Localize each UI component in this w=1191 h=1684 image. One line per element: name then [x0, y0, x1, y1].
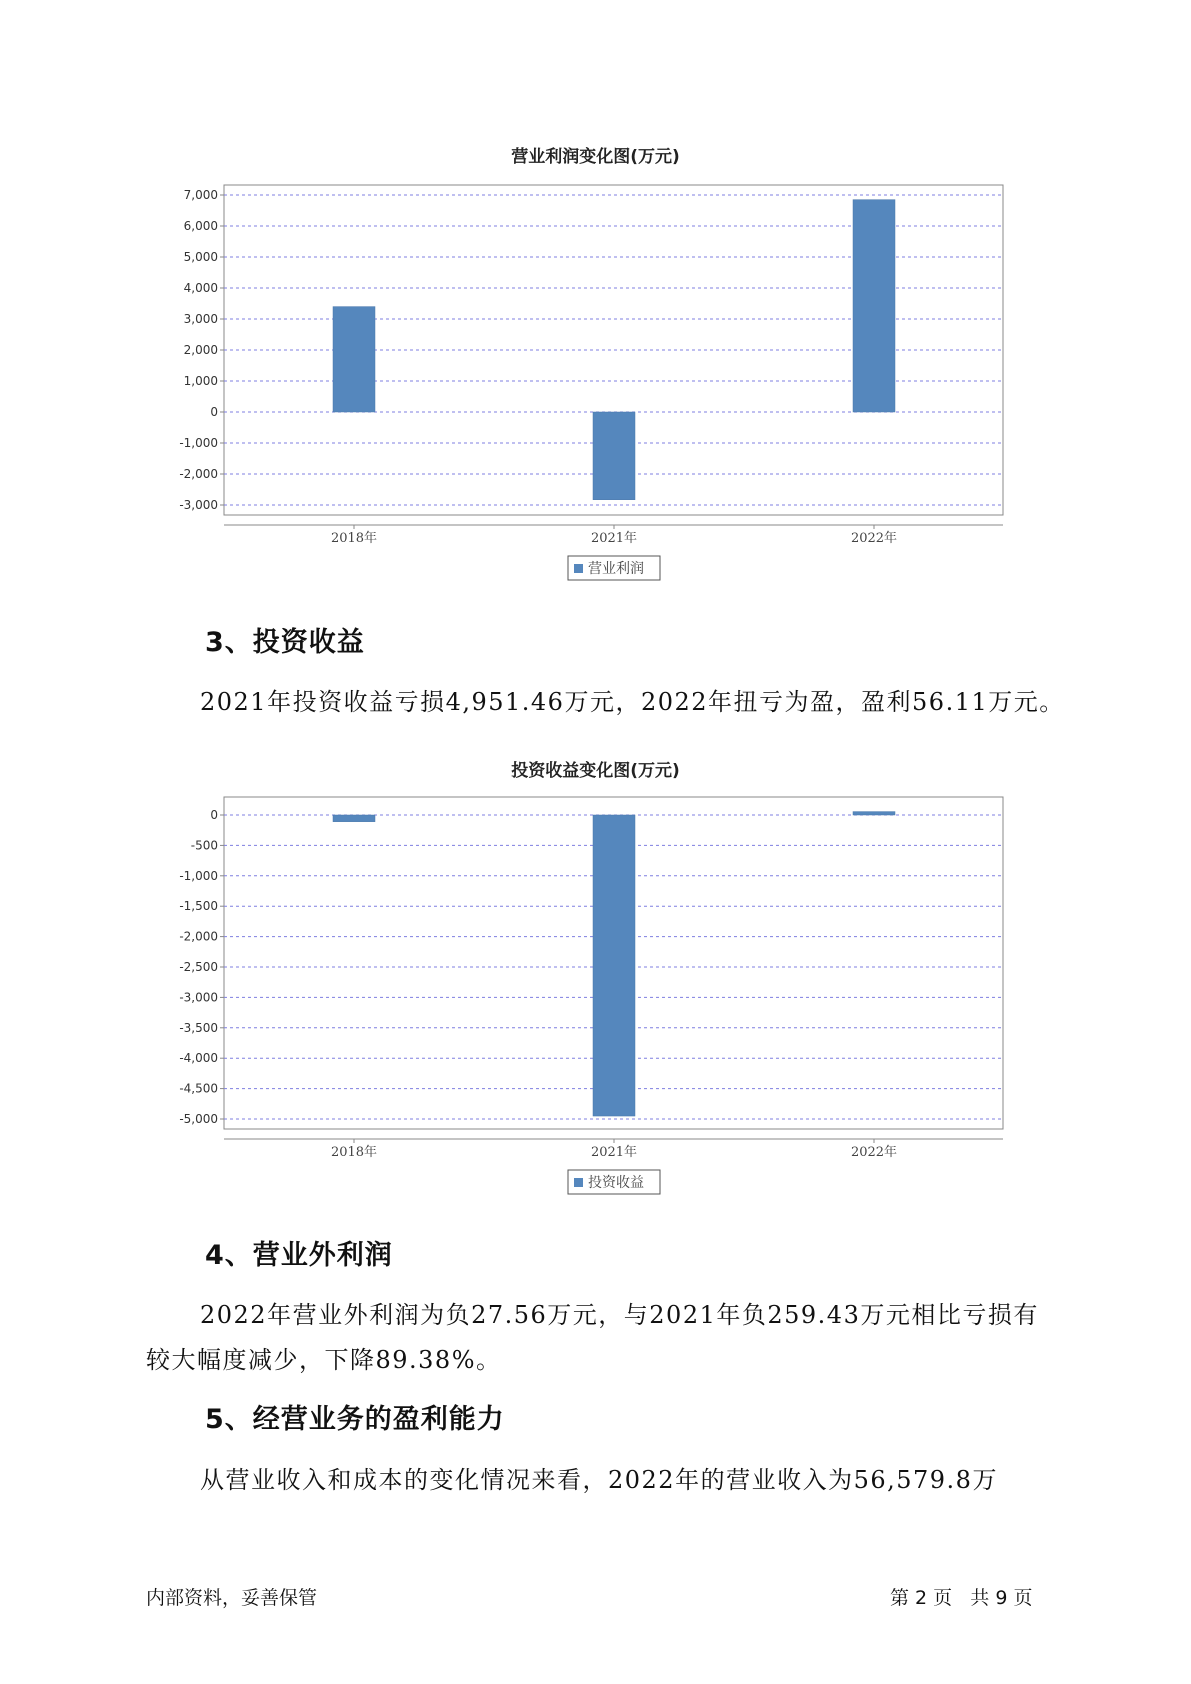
- bar-2018年: [333, 307, 375, 412]
- section4-paragraph-line1: 2022年营业外利润为负27.56万元，与2021年负259.43万元相比亏损有: [200, 1301, 1039, 1329]
- bar-2021年: [593, 412, 635, 500]
- y-tick-label: 5,000: [183, 250, 218, 264]
- legend-label: 投资收益: [588, 1175, 644, 1191]
- y-tick-label: 0: [210, 808, 218, 822]
- x-tick-label: 2021年: [590, 531, 638, 546]
- y-tick-label: -500: [190, 838, 218, 853]
- legend-label: 营业利润: [588, 561, 644, 577]
- y-tick-label: -4,000: [179, 1051, 218, 1066]
- bar-2018年: [333, 815, 375, 822]
- section3-paragraph: 2021年投资收益亏损4,951.46万元，2022年扭亏为盈，盈利56.11万元。: [200, 688, 1065, 716]
- y-tick-label: 3,000: [183, 312, 218, 326]
- legend-swatch: [574, 564, 583, 573]
- section4-paragraph-line2: 较大幅度减少，下降89.38%。: [146, 1346, 502, 1374]
- chart2-title: 投资收益变化图(万元): [511, 761, 680, 781]
- investment-income-chart: [0, 784, 1191, 1204]
- y-tick-label: 7,000: [183, 188, 218, 202]
- bar-2021年: [593, 815, 635, 1116]
- y-tick-label: -3,000: [179, 990, 218, 1005]
- y-tick-label: 0: [210, 405, 218, 419]
- y-tick-label: -2,000: [179, 929, 218, 944]
- y-tick-label: -1,000: [179, 436, 218, 450]
- x-tick-label: 2022年: [850, 1145, 898, 1160]
- y-tick-label: -3,500: [179, 1020, 218, 1035]
- x-tick-label: 2022年: [850, 531, 898, 546]
- y-tick-label: -5,000: [179, 1112, 218, 1126]
- y-tick-label: -3,000: [179, 498, 218, 512]
- y-tick-label: 4,000: [183, 281, 218, 295]
- bar-2022年: [853, 812, 895, 815]
- footer-confidential-note: 内部资料，妥善保管: [146, 1587, 318, 1609]
- y-tick-label: -2,500: [179, 960, 218, 974]
- x-tick-label: 2021年: [590, 1145, 638, 1160]
- y-tick-label: -2,000: [179, 467, 218, 481]
- section4-heading: 4、营业外利润: [205, 1240, 393, 1271]
- footer-page-number: 第 2 页 共 9 页: [890, 1587, 1033, 1609]
- section3-heading: 3、投资收益: [205, 627, 365, 658]
- x-tick-label: 2018年: [330, 1145, 378, 1160]
- y-tick-label: -1,000: [179, 868, 218, 883]
- x-tick-label: 2018年: [330, 531, 378, 546]
- y-tick-label: -1,500: [179, 899, 218, 914]
- section5-heading: 5、经营业务的盈利能力: [205, 1404, 505, 1435]
- y-tick-label: 6,000: [183, 219, 218, 233]
- y-tick-label: -4,500: [179, 1081, 218, 1096]
- y-tick-label: 2,000: [183, 343, 218, 357]
- section5-paragraph: 从营业收入和成本的变化情况来看，2022年的营业收入为56,579.8万: [200, 1466, 998, 1494]
- legend-swatch: [574, 1178, 583, 1187]
- chart1-title: 营业利润变化图(万元): [511, 147, 680, 167]
- y-tick-label: 1,000: [183, 374, 218, 388]
- bar-2022年: [853, 200, 895, 412]
- operating-profit-chart: [0, 170, 1191, 590]
